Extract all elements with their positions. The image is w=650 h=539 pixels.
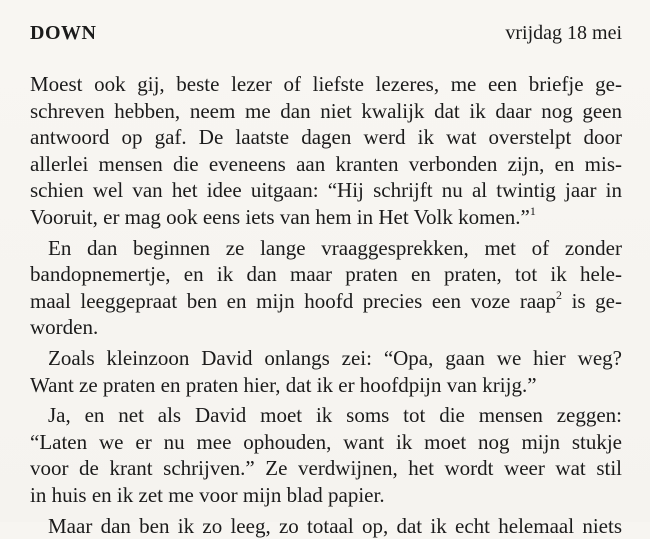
text-line: antwoord op gaf. De laatste dagen werd ik wat overstelpt door — [30, 124, 622, 151]
text-line: schien wel van het idee uitgaan: “Hij schrijft nu al twintig jaar in — [30, 177, 622, 204]
text-line: Zoals kleinzoon David onlangs zei: “Opa, gaan we hier weg? — [30, 345, 622, 372]
text-line-content: maal leeggepraat ben en mijn hoofd precies een voze raap — [30, 289, 556, 313]
text-line: En dan beginnen ze lange vraaggesprekken, met of zonder — [30, 235, 622, 262]
paragraph — [30, 345, 622, 398]
body-text — [30, 71, 622, 539]
running-head: DOWN — [30, 22, 96, 45]
paragraph — [30, 402, 622, 508]
text-line: allerlei mensen die eveneens aan kranten verbonden zijn, en mis- — [30, 151, 622, 178]
text-line: Want ze praten en praten hier, dat ik er hoofdpijn van krijg.” — [30, 372, 622, 399]
paragraph — [30, 235, 622, 341]
text-line: worden. — [30, 314, 622, 341]
text-line — [30, 288, 622, 315]
page-header — [30, 16, 622, 52]
text-line: schreven hebben, neem me dan niet kwalijk dat ik daar nog geen — [30, 98, 622, 125]
footnote-marker[interactable]: 2 — [556, 288, 562, 302]
text-line: bandopnemertje, en ik dan maar praten en praten, tot ik hele- — [30, 261, 622, 288]
footnote-marker[interactable]: 1 — [530, 204, 536, 218]
paragraph — [30, 71, 622, 231]
text-line-content: Vooruit, er mag ook eens iets van hem in Het Volk komen.” — [30, 205, 530, 229]
text-line: Maar dan ben ik zo leeg, zo totaal op, dat ik echt helemaal niets — [30, 513, 622, 539]
text-line — [30, 204, 622, 231]
text-line: “Laten we er nu mee ophouden, want ik moet nog mijn stukje — [30, 429, 622, 456]
text-line: in huis en ik zet me voor mijn blad papier. — [30, 482, 622, 509]
entry-date: vrijdag 18 mei — [505, 22, 622, 45]
paragraph — [30, 513, 622, 539]
text-line-tail: is ge- — [562, 289, 622, 313]
text-line: voor de krant schrijven.” Ze verdwijnen, het wordt weer wat stil — [30, 455, 622, 482]
text-line: Ja, en net als David moet ik soms tot die mensen zeggen: — [30, 402, 622, 429]
text-line: Moest ook gij, beste lezer of liefste lezeres, me een briefje ge- — [30, 71, 622, 98]
